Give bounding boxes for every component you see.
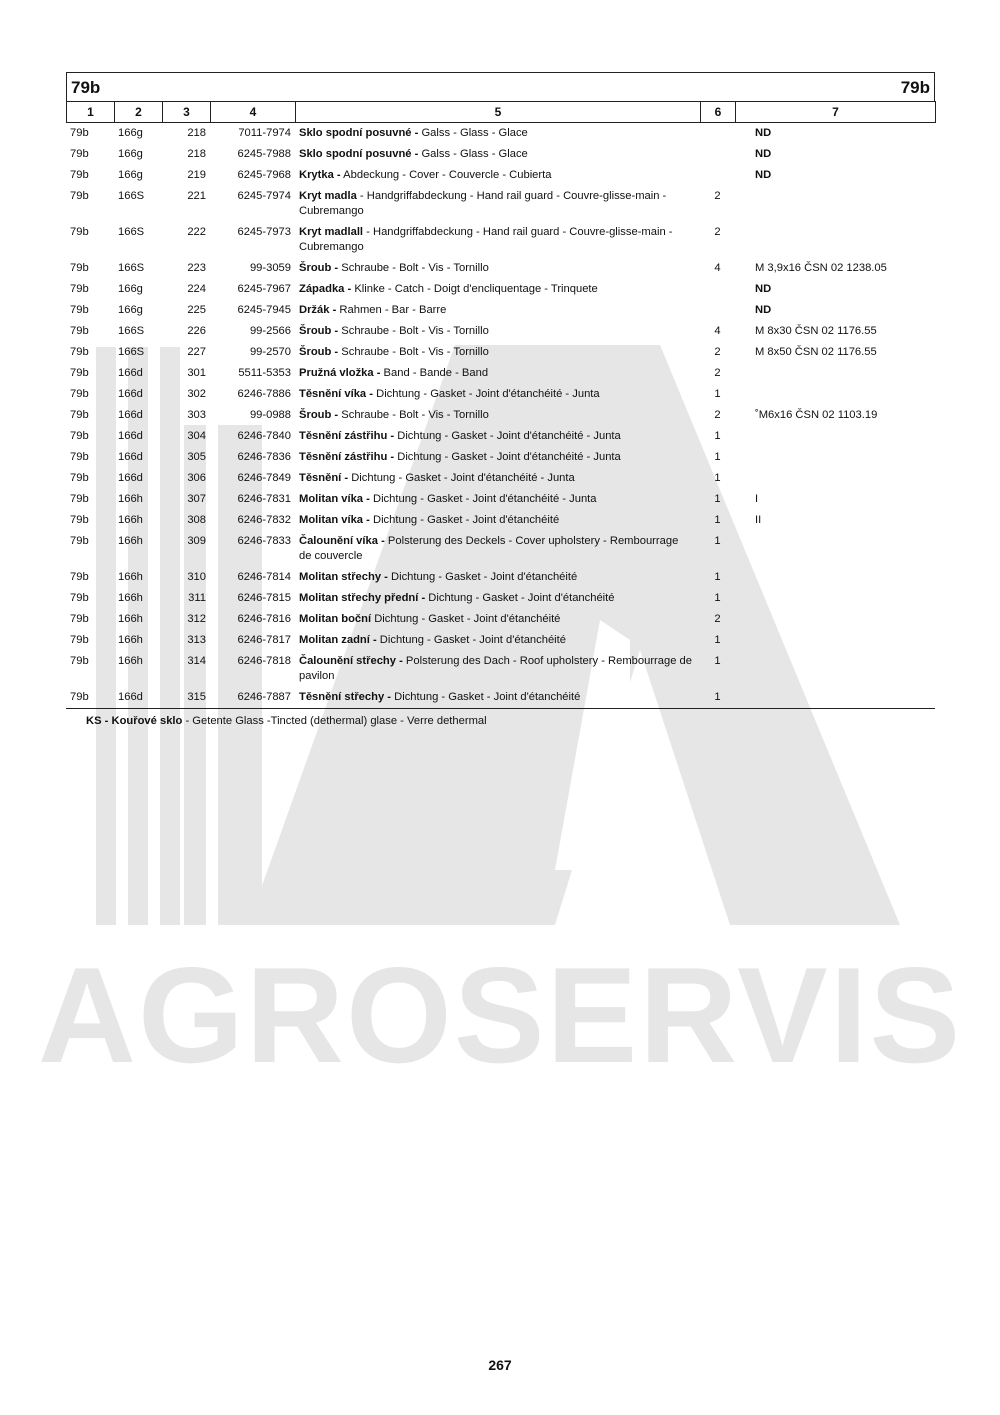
row-position: 302 [187,388,206,400]
row-description [295,384,700,405]
row-translations: - Handgriffabdeckung - Hand rail guard - Couvre-glisse-main - Cubremango [299,190,667,217]
row-note: II [755,514,762,526]
row-note [735,630,935,651]
row-description [295,144,700,165]
table-row [66,384,935,405]
row-col1: 79b [70,493,89,505]
row-col2: 166d [118,409,143,421]
table-row [66,300,935,321]
row-description [295,279,700,300]
row-part-number: 6246-7814 [237,571,291,583]
row-col1: 79b [70,226,89,238]
row-position: 223 [187,262,206,274]
row-czech-name: Držák - [299,304,337,316]
row-quantity [700,279,735,300]
table-row [66,468,935,489]
row-col2: 166d [118,388,143,400]
row-note: ND [755,148,772,160]
row-description [295,165,700,186]
footnote-text: - Getente Glass -Tincted (dethermal) glase - Verre dethermal [182,715,487,727]
row-translations: Dichtung - Gasket - Joint d'étanchéité [391,691,581,703]
row-quantity: 2 [714,346,721,358]
row-czech-name: Šroub - [299,409,339,421]
row-czech-name: Kryt madla [299,190,357,202]
row-note [735,222,935,258]
row-note [735,468,935,489]
row-quantity: 1 [714,493,721,505]
row-col2: 166S [118,190,145,202]
row-translations: Schraube - Bolt - Vis - Tornillo [338,262,489,274]
row-quantity: 1 [714,655,721,667]
row-czech-name: Šroub - [299,325,339,337]
row-part-number: 99-2566 [249,325,291,337]
row-czech-name: Čalounění víka - [299,535,385,547]
row-czech-name: Sklo spodní posuvné - [299,127,419,139]
watermark-text: AGROSERVIS [37,939,963,1091]
row-note: M 3,9x16 ČSN 02 1238.05 [755,262,887,274]
row-translations: Galss - Glass - Glace [418,127,528,139]
row-col1: 79b [70,655,89,667]
row-part-number: 6245-7988 [237,148,291,160]
column-header: 5 [296,102,701,123]
row-note [735,651,935,687]
table-row [66,447,935,468]
table-row [66,363,935,384]
row-part-number: 5511-5353 [238,367,291,379]
parts-table-sheet [66,72,935,727]
row-position: 312 [187,613,206,625]
row-col2: 166g [118,148,143,160]
row-col1: 79b [70,514,89,526]
row-quantity: 1 [714,514,721,526]
row-description [295,489,700,510]
row-col2: 166d [118,430,143,442]
row-col2: 166S [118,325,145,337]
table-row [66,426,935,447]
row-czech-name: Sklo spodní posuvné - [299,148,419,160]
row-position: 307 [187,493,206,505]
row-description [295,321,700,342]
row-part-number: 6246-7886 [237,388,291,400]
row-col2: 166h [118,655,143,667]
table-row [66,222,935,258]
row-col1: 79b [70,190,89,202]
row-quantity: 2 [714,190,721,202]
row-col2: 166S [118,346,145,358]
row-description [295,123,700,144]
row-note: ˚M6x16 ČSN 02 1103.19 [755,409,878,421]
row-col1: 79b [70,535,89,547]
column-header: 2 [115,102,163,123]
row-czech-name: Molitan zadní - [299,634,377,646]
section-label-left: 79b [71,78,101,97]
row-quantity [700,300,735,321]
row-note [735,567,935,588]
row-description [295,426,700,447]
row-description [295,687,700,708]
row-note [735,363,935,384]
row-czech-name: Pružná vložka - [299,367,381,379]
row-czech-name: Molitan víka - [299,514,370,526]
row-col2: 166g [118,169,143,181]
footnote-bold: KS - Kouřové sklo [86,715,183,727]
row-translations: Rahmen - Bar - Barre [336,304,447,316]
row-translations: Polsterung des Deckels - Cover upholstery - Rembourrage de couvercle [299,535,679,562]
row-part-number: 6246-7840 [237,430,291,442]
row-description [295,258,700,279]
table-row [66,567,935,588]
row-czech-name: Molitan boční [299,613,372,625]
row-note [735,687,935,708]
row-note [735,531,935,567]
row-translations: Abdeckung - Cover - Couvercle - Cubierta [340,169,552,181]
row-col2: 166d [118,367,143,379]
column-header: 6 [701,102,736,123]
row-col1: 79b [70,592,89,604]
row-translations: Dichtung - Gasket - Joint d'étanchéité [425,592,615,604]
table-row [66,258,935,279]
row-position: 304 [187,430,206,442]
row-col1: 79b [70,571,89,583]
row-position: 221 [187,190,206,202]
row-col2: 166d [118,451,143,463]
row-col2: 166h [118,634,143,646]
row-note [735,588,935,609]
row-quantity [700,123,735,144]
row-position: 225 [187,304,206,316]
page-number: 267 [488,1357,512,1373]
row-position: 308 [187,514,206,526]
row-col2: 166d [118,691,143,703]
row-note [735,186,935,222]
column-headers [66,101,936,123]
row-quantity: 1 [714,388,721,400]
row-note: ND [755,304,772,316]
row-position: 315 [187,691,206,703]
table-row [66,489,935,510]
row-translations: Klinke - Catch - Doigt d'encliquentage - Trinquete [351,283,598,295]
table-row [66,630,935,651]
row-description [295,609,700,630]
row-translations: Dichtung - Gasket - Joint d'étanchéité [371,613,561,625]
row-part-number: 6245-7945 [237,304,291,316]
table-row [66,651,935,687]
row-description [295,468,700,489]
row-col1: 79b [70,169,89,181]
table-bottom-rule [66,708,935,709]
row-quantity: 1 [714,535,721,547]
row-part-number: 6245-7974 [237,190,291,202]
row-quantity [700,165,735,186]
row-col2: 166g [118,304,143,316]
row-note [735,426,935,447]
row-part-number: 6246-7887 [237,691,291,703]
row-col2: 166h [118,493,143,505]
row-translations: Dichtung - Gasket - Joint d'étanchéité [376,634,567,646]
table-row [66,609,935,630]
row-col2: 166S [118,262,145,274]
row-note: ND [755,127,772,139]
row-translations: Dichtung - Gasket - Joint d'étanchéité - Junta [394,430,621,442]
section-label-right: 79b [900,78,930,97]
row-translations: Dichtung - Gasket - Joint d'étanchéité - Junta [394,451,621,463]
row-translations: - Handgriffabdeckung - Hand rail guard - Couvre-glisse-main - Cubremango [299,226,673,253]
row-translations: Band - Bande - Band [380,367,489,379]
row-position: 314 [187,655,206,667]
row-position: 219 [187,169,206,181]
row-czech-name: Těsnění střechy - [299,691,392,703]
row-col2: 166d [118,472,143,484]
row-translations: Dichtung - Gasket - Joint d'étanchéité - Junta [373,388,600,400]
row-position: 222 [187,226,206,238]
row-part-number: 6246-7831 [237,493,291,505]
parts-table-body [66,123,935,708]
footnote [66,715,935,727]
row-czech-name: Čalounění střechy - [299,655,403,667]
row-quantity: 1 [714,691,721,703]
row-czech-name: Molitan víka - [299,493,370,505]
row-part-number: 99-0988 [249,409,291,421]
row-czech-name: Molitan střechy přední - [299,592,426,604]
row-col1: 79b [70,148,89,160]
row-translations: Schraube - Bolt - Vis - Tornillo [338,325,489,337]
row-description [295,300,700,321]
table-row [66,279,935,300]
row-description [295,651,700,687]
row-czech-name: Molitan střechy - [299,571,388,583]
row-translations: Dichtung - Gasket - Joint d'étanchéité [369,514,560,526]
table-row [66,531,935,567]
row-description [295,531,700,567]
row-quantity: 2 [714,367,721,379]
row-col2: 166S [118,226,145,238]
row-col1: 79b [70,409,89,421]
row-note: I [755,493,759,505]
row-position: 303 [187,409,206,421]
row-translations: Galss - Glass - Glace [418,148,528,160]
row-czech-name: Těsnění zástřihu - [299,451,395,463]
row-quantity: 4 [714,325,721,337]
row-quantity: 2 [714,226,721,238]
row-description [295,447,700,468]
row-description [295,567,700,588]
row-translations: Schraube - Bolt - Vis - Tornillo [338,346,489,358]
row-position: 310 [187,571,206,583]
row-czech-name: Západka - [299,283,352,295]
row-description [295,342,700,363]
row-quantity: 4 [714,262,721,274]
row-col1: 79b [70,691,89,703]
row-part-number: 6246-7836 [237,451,291,463]
row-col1: 79b [70,283,89,295]
row-position: 305 [187,451,206,463]
row-part-number: 6246-7816 [237,613,291,625]
row-quantity [700,144,735,165]
row-czech-name: Těsnění - [299,472,349,484]
row-quantity: 1 [714,592,721,604]
table-row [66,588,935,609]
table-row [66,342,935,363]
row-part-number: 6245-7967 [237,283,291,295]
row-quantity: 1 [714,430,721,442]
row-quantity: 1 [714,634,721,646]
table-row [66,321,935,342]
row-note: ND [755,283,772,295]
row-description [295,186,700,222]
row-position: 301 [187,367,206,379]
row-part-number: 6246-7832 [237,514,291,526]
row-position: 227 [187,346,206,358]
column-header: 3 [163,102,211,123]
row-quantity: 2 [714,613,721,625]
row-position: 309 [187,535,206,547]
row-description [295,510,700,531]
row-position: 224 [187,283,206,295]
table-row [66,405,935,426]
row-note [735,609,935,630]
row-col1: 79b [70,367,89,379]
row-translations: Dichtung - Gasket - Joint d'étanchéité [387,571,578,583]
table-row [66,510,935,531]
row-note [735,447,935,468]
row-translations: Dichtung - Gasket - Joint d'étanchéité - Junta [348,472,575,484]
row-description [295,630,700,651]
row-description [295,222,700,258]
row-note: M 8x50 ČSN 02 1176.55 [755,346,877,358]
row-part-number: 6245-7968 [237,169,291,181]
row-col1: 79b [70,127,89,139]
row-position: 306 [187,472,206,484]
row-col1: 79b [70,346,89,358]
row-translations: Polsterung des Dach - Roof upholstery - Rembourrage de pavilon [299,655,692,682]
row-col2: 166h [118,592,143,604]
row-quantity: 1 [714,571,721,583]
row-translations: Dichtung - Gasket - Joint d'étanchéité - Junta [369,493,597,505]
row-col1: 79b [70,430,89,442]
row-position: 218 [187,127,206,139]
row-position: 226 [187,325,206,337]
row-col1: 79b [70,304,89,316]
table-row [66,165,935,186]
row-note: ND [755,169,772,181]
row-col1: 79b [70,325,89,337]
section-header [66,72,935,101]
row-col2: 166h [118,535,143,547]
table-row [66,186,935,222]
row-col1: 79b [70,451,89,463]
row-part-number: 6246-7818 [237,655,291,667]
table-row [66,144,935,165]
row-czech-name: Těsnění víka - [299,388,373,400]
row-col2: 166g [118,127,143,139]
row-col2: 166h [118,613,143,625]
row-position: 218 [187,148,206,160]
row-translations: Schraube - Bolt - Vis - Tornillo [338,409,489,421]
row-col2: 166g [118,283,143,295]
row-czech-name: Šroub - [299,262,339,274]
column-header: 1 [67,102,115,123]
row-part-number: 6246-7849 [237,472,291,484]
row-description [295,588,700,609]
column-header: 7 [736,102,936,123]
row-description [295,363,700,384]
row-czech-name: Kryt madlall [299,226,364,238]
row-col1: 79b [70,388,89,400]
row-quantity: 1 [714,451,721,463]
row-position: 313 [187,634,206,646]
column-header: 4 [211,102,296,123]
table-row [66,123,935,144]
row-col1: 79b [70,634,89,646]
row-col1: 79b [70,262,89,274]
row-part-number: 6246-7817 [237,634,291,646]
row-part-number: 7011-7974 [238,127,291,139]
row-quantity: 1 [714,472,721,484]
row-czech-name: Těsnění zástřihu - [299,430,395,442]
row-col2: 166h [118,571,143,583]
row-position: 311 [188,592,206,604]
row-czech-name: Krytka - [299,169,341,181]
row-note [735,384,935,405]
table-row [66,687,935,708]
row-part-number: 99-3059 [249,262,291,274]
row-description [295,405,700,426]
row-part-number: 99-2570 [249,346,291,358]
row-part-number: 6245-7973 [237,226,291,238]
row-col2: 166h [118,514,143,526]
row-col1: 79b [70,472,89,484]
row-part-number: 6246-7815 [237,592,291,604]
row-quantity: 2 [714,409,721,421]
row-part-number: 6246-7833 [237,535,291,547]
row-czech-name: Šroub - [299,346,339,358]
row-col1: 79b [70,613,89,625]
row-note: M 8x30 ČSN 02 1176.55 [755,325,877,337]
